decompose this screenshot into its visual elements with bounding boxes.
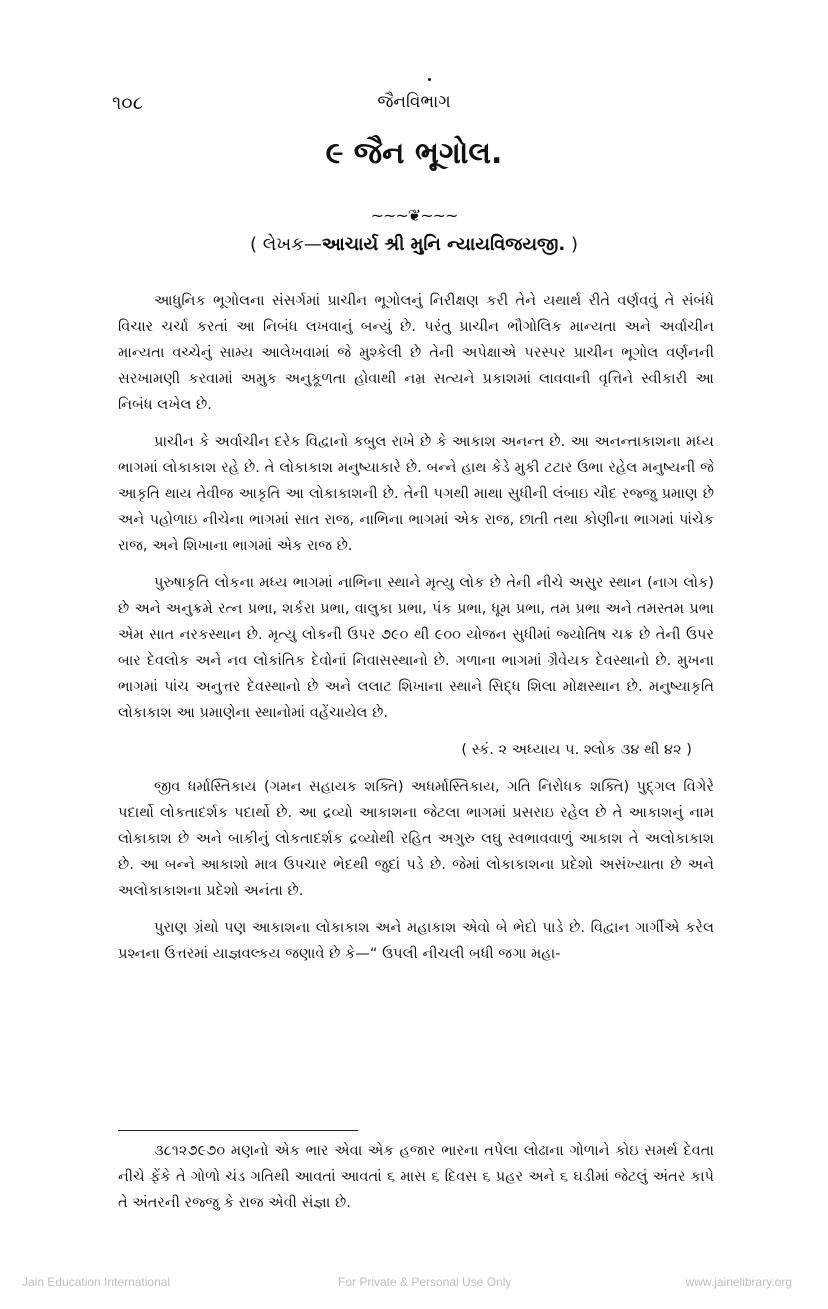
page-number: ૧૦૮ (112, 92, 144, 114)
running-head: જૈનવિભાગ (377, 92, 451, 112)
footer-publisher: Jain Education International (22, 1275, 171, 1289)
byline-prefix: ( લેખક— (249, 234, 322, 255)
byline-author: આચાર્ય શ્રી મુનિ ન્યાયવિજયજી. (321, 234, 566, 255)
footer-website-link[interactable]: www.jainelibrary.org (685, 1275, 792, 1289)
paragraph: પુરાણ ગ્રંથો પણ આકાશના લોકાકાશ અને મહાકાશ એવો બે ભેદો પાડે છે. વિદ્વાન ગાર્ગીએ કરેલ પ્રશ્નના ઉત્તરમાં યાજ્ઞવલ્કય જણાવે છે કે—“ ઉપલી નીચલી બધી જગા મહા- (118, 919, 714, 962)
paragraph: જીવ ધર્માસ્તિકાય (ગમન સહાયક શક્તિ) અધર્માસ્તિકાય, ગતિ નિરોધક શક્તિ) પુદ્ગલ વિગેરે પદાર્થો લોકતાદર્શક પદાર્થો છે. આ દ્રવ્યો આકાશના જેટલા ભાગમાં પ્રસરાઇ રહેલ છે તે આકાશનું નામ લોકાકાશ છે અને બાકીનું લોકતાદર્શક દ્રવ્યોથી રહિત અગુરુ લઘુ સ્વભાવવાળું આકાશ તે અલોકાકાશ છે. આ બન્ને આકાશો માત્ર ઉપચાર ભેદથી જુદાં પડે છે. જેમાં લોકાકાશના પ્રદેશો અસંખ્યાતા છે અને અલોકાકાશના પ્રદેશો અનંતા છે. (118, 778, 714, 899)
scripture-reference: ( સ્કં. ૨ અધ્યાય ૫. શ્લોક ૩૪ થી ૪૨ ) (461, 741, 692, 758)
paragraph: પુરુષાકૃતિ લોકના મધ્ય ભાગમાં નાભિના સ્થાને મૃત્યુ લોક છે તેની નીચે અસુર સ્થાન (નાગ લોક) છે અને અનુક્રમે રત્ન પ્રભા, શર્કરા પ્રભા, વાલુકા પ્રભા, પંક પ્રભા, ધૂમ પ્રભા, તમ પ્રભા અને તમસ્તમ પ્રભા એમ સાત નરકસ્થાન છે. મૃત્યુ લોકની ઉપર ૭૯૦ થી ૯૦૦ યોજન સુધીમાં જ્યોતિષ ચક્ર છે તેની ઉપર બાર દેવલોક અને નવ લોકાંતિક દેવોનાં નિવાસસ્થાનો છે. ગળાના ભાગમાં ગ્રૈવેયક દેવસ્થાનો છે. મુખના ભાગમાં પાંચ અનુત્તર દેવસ્થાનો છે અને લલાટ શિખાના સ્થાને સિદ્ધ શિલા મોક્ષસ્થાન છે. મનુષ્યાકૃતિ લોકાકાશ આ પ્રમાણેના સ્થાનોમાં વહેંચાયેલ છે. (118, 574, 714, 721)
ornament-divider-icon: ~~~❦~~~ (370, 206, 458, 225)
article-title: ૯ જૈન ભૂગોલ. (325, 136, 503, 171)
paragraph: આધુનિક ભૂગોલના સંસર્ગમાં પ્રાચીન ભૂગોલનું નિરીક્ષણ કરી તેને યથાર્થ રીતે વર્ણવવું તે સંબંધે વિચાર ચર્ચા કરતાં આ નિબંધ લખવાનું બન્યું છે. પરંતુ પ્રાચીન ભૌગોલિક માન્યતા અને અર્વાચીન માન્યતા વચ્ચેનું સામ્ય આલેખવામાં જે મુશ્કેલી છે તેની અપેક્ષાએ પરસ્પર પ્રાચીન ભૂગોલ વર્ણનની સરખામણી કરવામાં અમુક અનુકૂળતા હોવાથી નમ્ર સત્યને પ્રકાશમાં લાવવાની વૃત્તિને સ્વીકારી આ નિબંધ લખેલ છે. (118, 292, 714, 413)
footnote (118, 1138, 714, 1216)
article-body (118, 288, 714, 978)
footnote-rule (118, 1130, 358, 1131)
footnote-text: ૩૮૧૨૭૯૭૦ મણનો એક ભાર એવા એક હજાર ભારના તપેલા લોઢાના ગોળાને કોઇ સમર્થ દેવતા નીચે ફેંકે તે ગોળો ચંડ ગતિથી આવતાં આવતાં ૬ માસ ૬ દિવસ ૬ પ્રહર અને ૬ ઘડીમાં જેટલું અંતર કાપે તે અંતરની રજ્જુ કે રાજ એવી સંજ્ઞા છે. (118, 1142, 714, 1211)
byline (0, 234, 828, 255)
byline-suffix: ) (565, 234, 578, 255)
footer-usage-note: For Private & Personal Use Only (338, 1275, 512, 1289)
paragraph: પ્રાચીન કે અર્વાચીન દરેક વિદ્વાનો કબુલ રાખે છે કે આકાશ અનન્ત છે. આ અનન્તાકાશના મધ્ય ભાગમાં લોકાકાશ રહે છે. તે લોકાકાશ મનુષ્યાકારે છે. બન્ને હાથ કેડે મુકી ટટાર ઉભા રહેલ મનુષ્યની જે આકૃતિ થાય તેવીજ આકૃતિ આ લોકાકાશની છે. તેની પગથી માથા સુધીની લંબાઇ ચૌદ રજ્જુ પ્રમાણ છે અને પહોળાઇ નીચેના ભાગમાં સાત રાજ, નાભિના ભાગમાં એક રાજ, છાતી તથા કોણીના ભાગમાં પાંચેક રાજ, અને શિખાના ભાગમાં એક રાજ છે. (118, 433, 714, 554)
page-dot (428, 78, 431, 81)
